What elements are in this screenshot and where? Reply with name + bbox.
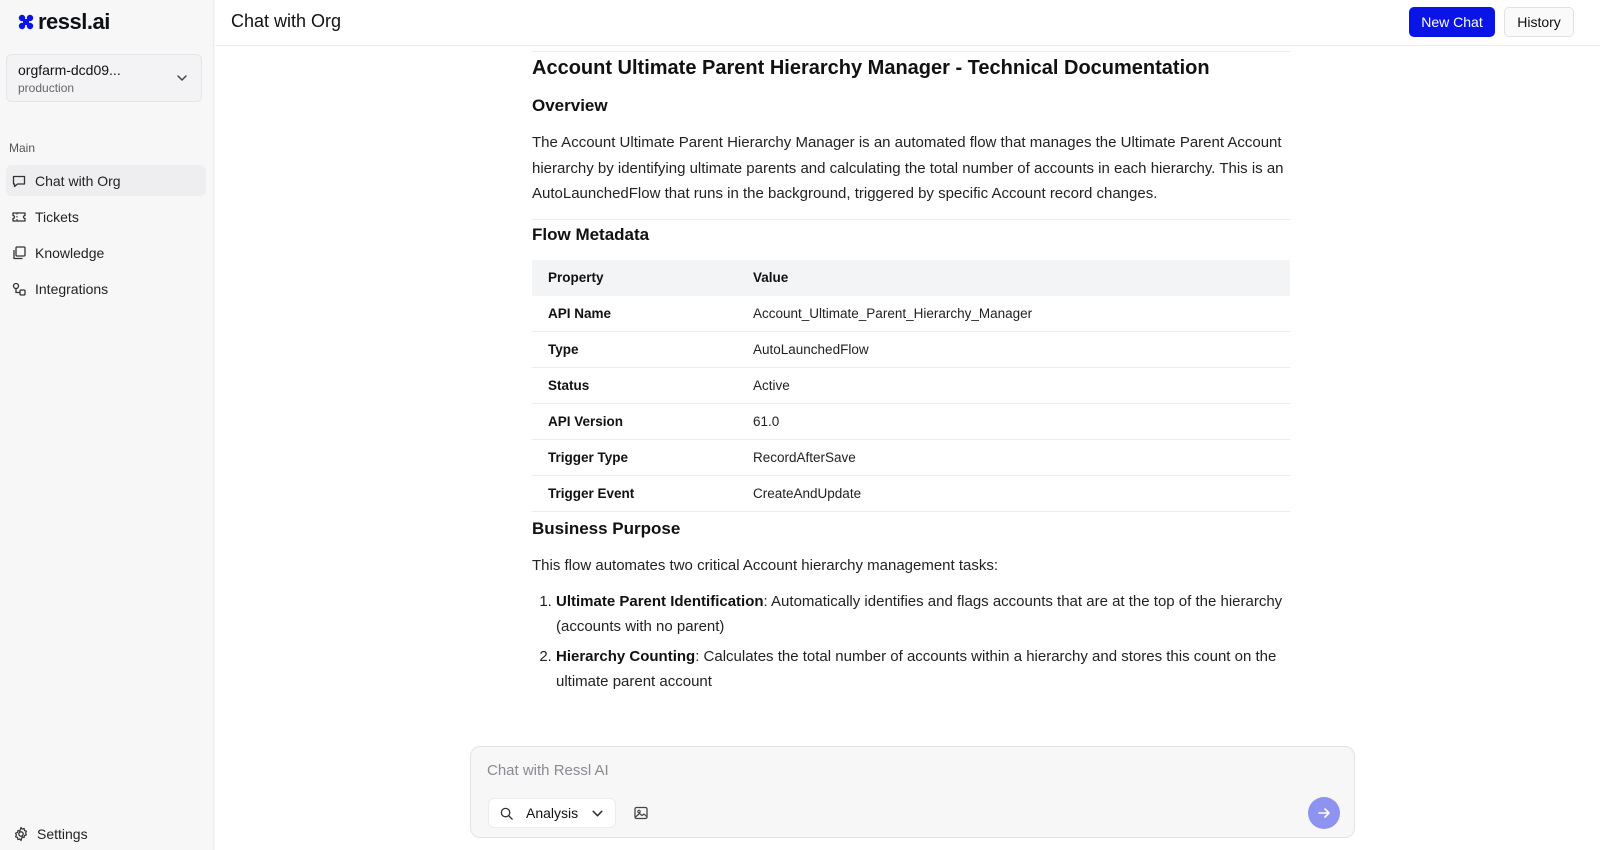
org-name: orgfarm-dcd09... [18, 62, 121, 78]
table-row [532, 404, 1290, 440]
scrollbar[interactable] [1590, 46, 1600, 850]
send-button[interactable] [1308, 797, 1340, 829]
new-chat-button[interactable]: New Chat [1409, 7, 1495, 37]
table-row [532, 368, 1290, 404]
table-cell-value: Active [737, 368, 1290, 404]
table-cell-value: Account_Ultimate_Parent_Hierarchy_Manager [737, 296, 1290, 332]
page-title: Chat with Org [231, 11, 342, 31]
sidebar [0, 0, 214, 850]
chat-composer [470, 746, 1355, 838]
chat-input[interactable] [487, 759, 1267, 781]
list-item-text: : Calculates the total number of accounts within a hierarchy and stores this count on the ultimate parent account [556, 647, 1277, 690]
table-row [532, 476, 1290, 512]
settings-link[interactable] [13, 826, 88, 842]
brand-name: ressl.ai [38, 9, 110, 34]
integrations-icon [11, 281, 27, 297]
mode-select-label: Analysis [526, 805, 579, 821]
search-icon [499, 806, 514, 821]
org-switcher[interactable] [6, 54, 202, 102]
sidebar-item-integrations[interactable] [6, 273, 206, 304]
divider [532, 46, 1290, 52]
chevron-down-icon [590, 806, 605, 821]
list-item [556, 644, 1290, 695]
chat-icon [11, 173, 27, 189]
list-item-title: Hierarchy Counting [556, 647, 696, 665]
list-item-text: : Automatically identifies and flags accounts that are at the top of the hierarchy (accounts with no parent) [556, 592, 1283, 635]
table-header-value: Value [737, 260, 1290, 296]
table-cell-value: CreateAndUpdate [737, 476, 1290, 512]
sidebar-item-chat-with-org[interactable] [6, 165, 206, 196]
brand-logo[interactable] [18, 8, 110, 36]
history-button[interactable]: History [1504, 7, 1574, 37]
table-cell-property: Trigger Type [532, 440, 737, 476]
overview-text: The Account Ultimate Parent Hierarchy Manager is an automated flow that manages the Ultimate Parent Account hierarchy by identifying ultimate parents and calculating the total number of accounts in each hierarchy. This is an AutoLaunchedFlow that runs in the background, triggered by specific Account record changes. [532, 134, 1284, 202]
knowledge-icon [11, 245, 27, 261]
table-row [532, 296, 1290, 332]
sidebar-item-label: Chat with Org [35, 172, 121, 189]
arrow-right-icon [1316, 805, 1332, 821]
business-purpose-heading: Business Purpose [532, 519, 681, 538]
settings-label: Settings [37, 826, 88, 842]
chevron-down-icon [175, 71, 189, 85]
flow-metadata-table [532, 260, 1290, 513]
nav-section-label: Main [9, 141, 36, 155]
table-cell-value: 61.0 [737, 404, 1290, 440]
sidebar-item-tickets[interactable] [6, 201, 206, 232]
table-cell-property: API Version [532, 404, 737, 440]
table-cell-property: Trigger Event [532, 476, 737, 512]
document-title: Account Ultimate Parent Hierarchy Manager - Technical Documentation [532, 57, 1210, 79]
sidebar-nav [6, 165, 206, 309]
table-cell-value: AutoLaunchedFlow [737, 332, 1290, 368]
table-header-property: Property [532, 260, 737, 296]
top-bar [215, 0, 1600, 46]
overview-heading: Overview [532, 96, 608, 115]
sidebar-item-knowledge[interactable] [6, 237, 206, 268]
divider [532, 219, 1290, 220]
table-cell-value: RecordAfterSave [737, 440, 1290, 476]
table-header-row [532, 260, 1290, 296]
gear-icon [13, 826, 29, 842]
chat-message-content [532, 46, 1290, 736]
ticket-icon [11, 209, 27, 225]
list-item [556, 589, 1290, 640]
table-cell-property: API Name [532, 296, 737, 332]
image-upload-icon[interactable] [633, 805, 649, 821]
sidebar-item-label: Integrations [35, 280, 109, 297]
mode-select[interactable] [488, 798, 616, 828]
metadata-heading: Flow Metadata [532, 224, 650, 244]
main-area [215, 0, 1600, 850]
table-row [532, 332, 1290, 368]
business-purpose-list [532, 589, 1290, 695]
business-purpose-intro: This flow automates two critical Account hierarchy management tasks: [532, 557, 999, 574]
list-item-title: Ultimate Parent Identification [556, 592, 764, 610]
table-cell-property: Type [532, 332, 737, 368]
ressl-logo-icon [18, 14, 34, 30]
org-environment: production [18, 81, 75, 95]
sidebar-item-label: Knowledge [35, 244, 105, 261]
sidebar-item-label: Tickets [35, 208, 79, 225]
table-cell-property: Status [532, 368, 737, 404]
table-row [532, 440, 1290, 476]
